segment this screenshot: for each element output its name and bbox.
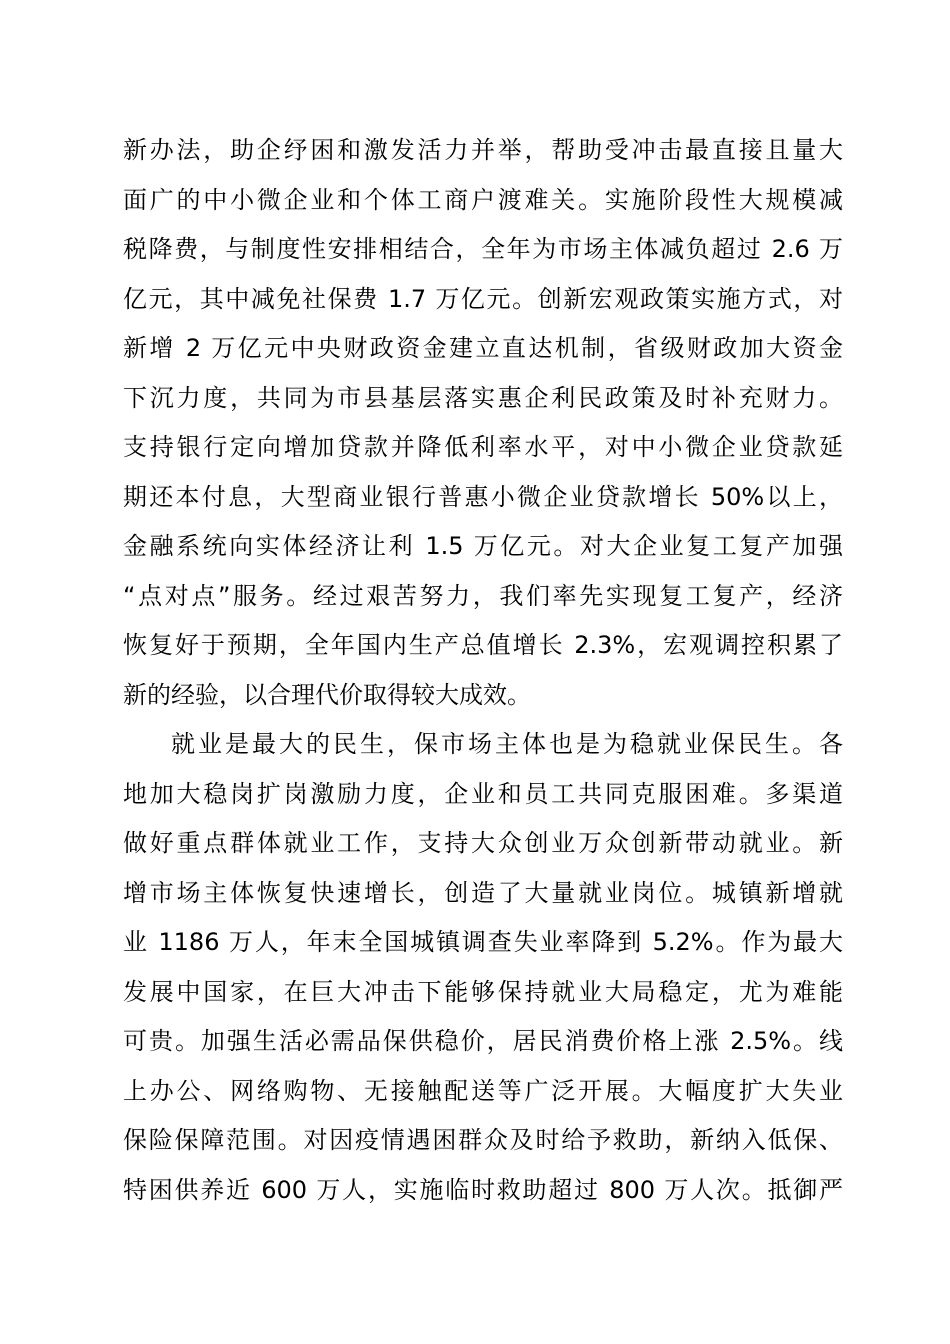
text-line: 业 1186 万人，年末全国城镇调查失业率降到 5.2%。作为最大 xyxy=(123,928,843,956)
text-line: 下沉力度，共同为市县基层落实惠企利民政策及时补充财力。 xyxy=(123,383,843,412)
text-line: 支持银行定向增加贷款并降低利率水平，对中小微企业贷款延 xyxy=(123,433,843,461)
text-line: 恢复好于预期，全年国内生产总值增长 2.3%，宏观调控积累了 xyxy=(123,631,843,659)
text-line: 新的经验，以合理代价取得较大成效。 xyxy=(123,680,531,709)
text-line: 期还本付息，大型商业银行普惠小微企业贷款增长 50%以上， xyxy=(123,482,843,511)
text-line: 特困供养近 600 万人，实施临时救助超过 800 万人次。抵御严 xyxy=(123,1175,843,1204)
text-line: 税降费，与制度性安排相结合，全年为市场主体减负超过 2.6 万 xyxy=(123,235,843,263)
text-line: 新办法，助企纾困和激发活力并举，帮助受冲击最直接且量大 xyxy=(123,136,843,164)
text-line: 增市场主体恢复快速增长，创造了大量就业岗位。城镇新增就 xyxy=(123,878,843,907)
text-line: 上办公、网络购物、无接触配送等广泛开展。大幅度扩大失业 xyxy=(123,1076,843,1105)
text-line: 亿元，其中减免社保费 1.7 万亿元。创新宏观政策实施方式，对 xyxy=(123,284,843,313)
text-line: 金融系统向实体经济让利 1.5 万亿元。对大企业复工复产加强 xyxy=(123,532,843,560)
text-line: 做好重点群体就业工作，支持大众创业万众创新带动就业。新 xyxy=(123,829,843,857)
text-line: 发展中国家，在巨大冲击下能够保持就业大局稳定，尤为难能 xyxy=(123,977,843,1006)
text-line: 地加大稳岗扩岗激励力度，企业和员工共同克服困难。多渠道 xyxy=(123,779,843,808)
paragraph-policy-relief xyxy=(123,126,843,720)
text-line: 新增 2 万亿元中央财政资金建立直达机制，省级财政加大资金 xyxy=(123,334,843,362)
text-line: 保险保障范围。对因疫情遇困群众及时给予救助，新纳入低保、 xyxy=(123,1126,843,1154)
text-line: 可贵。加强生活必需品保供稳价，居民消费价格上涨 2.5%。线 xyxy=(123,1027,843,1055)
paragraph-employment xyxy=(123,720,843,1215)
text-line: 面广的中小微企业和个体工商户渡难关。实施阶段性大规模减 xyxy=(123,185,843,214)
text-line: 就业是最大的民生，保市场主体也是为稳就业保民生。各 xyxy=(171,730,843,758)
body-text xyxy=(123,126,843,1215)
text-line: “点对点”服务。经过艰苦努力，我们率先实现复工复产，经济 xyxy=(123,581,843,610)
